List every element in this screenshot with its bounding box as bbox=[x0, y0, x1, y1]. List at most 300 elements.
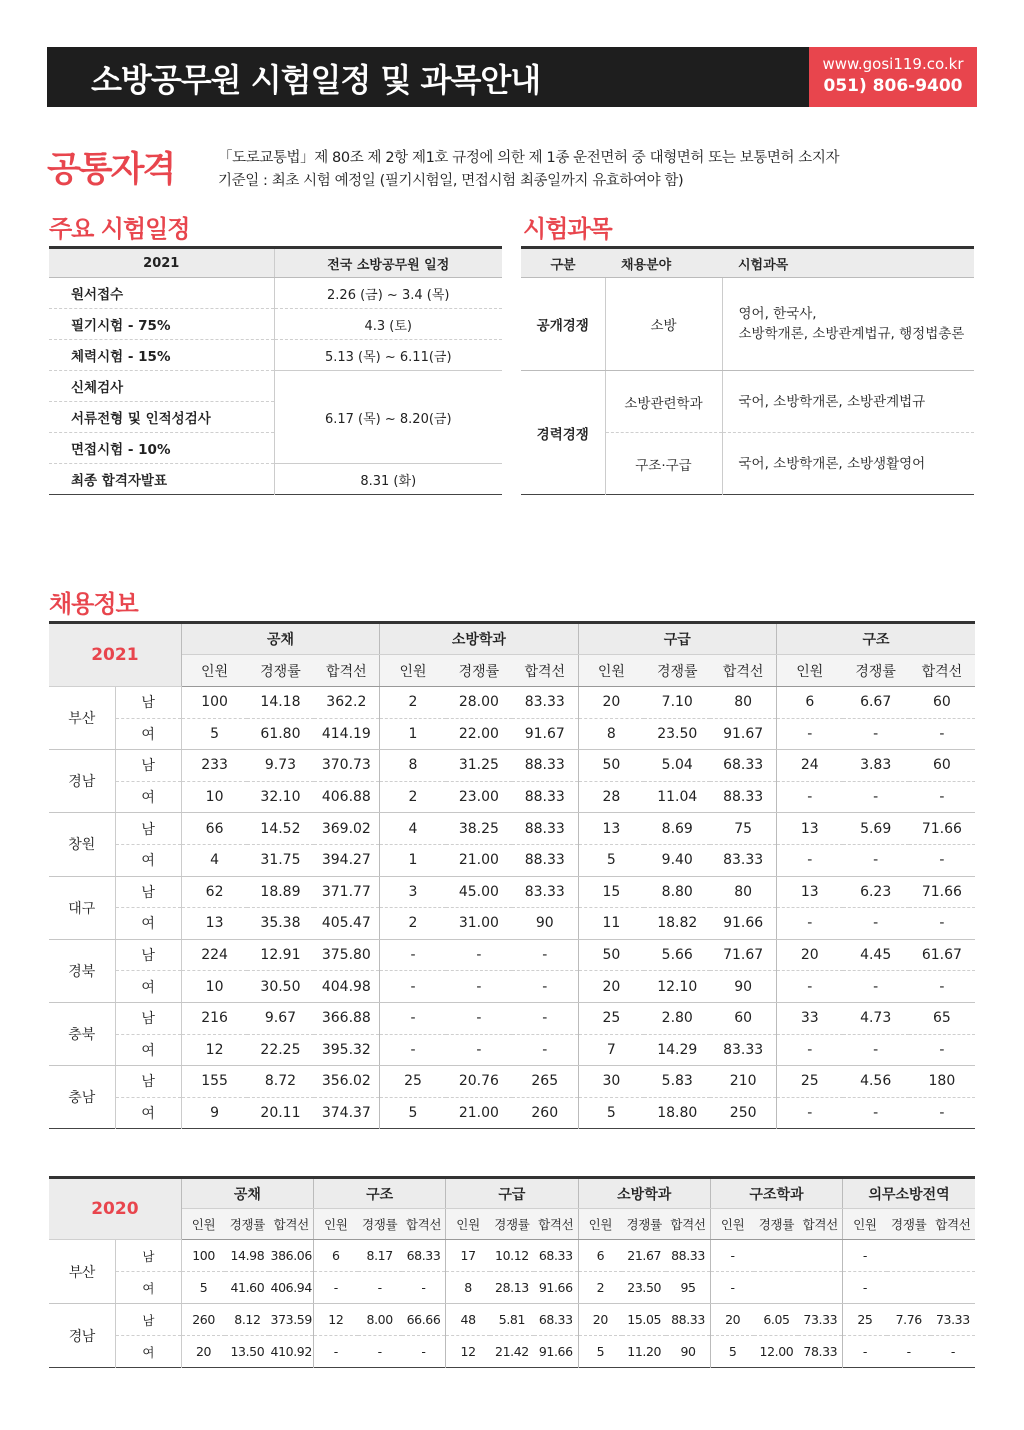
gender-cell: 남 bbox=[115, 876, 181, 908]
data-cell: 20 bbox=[776, 939, 842, 971]
data-cell: 5 bbox=[710, 1336, 754, 1368]
data-cell bbox=[754, 1240, 798, 1272]
data-cell: 406.88 bbox=[314, 781, 380, 813]
data-cell bbox=[931, 1240, 975, 1272]
data-cell: 25 bbox=[578, 1002, 644, 1034]
table-row bbox=[49, 718, 975, 750]
data-cell: 404.98 bbox=[314, 971, 380, 1003]
region-cell: 대구 bbox=[49, 876, 115, 939]
data-cell: - bbox=[776, 781, 842, 813]
recruit-sub-header: 경쟁률 bbox=[887, 1209, 931, 1240]
data-cell: 5 bbox=[578, 1097, 644, 1129]
recruit-year: 2020 bbox=[49, 1178, 181, 1240]
recruit-sub-header: 인원 bbox=[181, 1209, 225, 1240]
subjects-category: 경력경쟁 bbox=[521, 371, 605, 495]
data-cell: - bbox=[939, 1105, 945, 1122]
data-cell: 9.73 bbox=[247, 750, 313, 782]
data-cell bbox=[887, 1272, 931, 1304]
data-cell: - bbox=[710, 1240, 754, 1272]
subjects-list bbox=[722, 278, 974, 371]
schedule-table bbox=[49, 246, 502, 495]
data-cell: 15 bbox=[578, 876, 644, 908]
data-cell bbox=[887, 1240, 931, 1272]
data-cell: 2 bbox=[578, 1272, 622, 1304]
subjects-title: 시험과목 bbox=[523, 215, 612, 243]
data-cell: 414.19 bbox=[314, 718, 380, 750]
region-cell: 부산 bbox=[49, 687, 115, 750]
data-cell: 73.33 bbox=[931, 1304, 975, 1336]
data-cell: 71.67 bbox=[710, 939, 776, 971]
data-cell: 260 bbox=[531, 1105, 559, 1122]
recruit-sub-header: 인원 bbox=[380, 655, 446, 687]
data-cell: - bbox=[843, 781, 909, 813]
region-cell: 경북 bbox=[49, 939, 115, 1002]
data-cell: 8.00 bbox=[358, 1304, 402, 1336]
data-cell: 1 bbox=[380, 844, 446, 876]
subjects-list: 국어, 소방학개론, 소방관계법규 bbox=[722, 371, 974, 433]
data-cell: - bbox=[873, 1105, 879, 1122]
data-cell: 2 bbox=[380, 687, 446, 719]
data-cell: - bbox=[512, 1034, 578, 1066]
data-cell: 88.33 bbox=[710, 781, 776, 813]
data-cell: 233 bbox=[181, 750, 247, 782]
table-row bbox=[49, 1002, 975, 1034]
schedule-label: 원서접수 bbox=[49, 278, 274, 309]
gender-cell: 남 bbox=[115, 1002, 181, 1034]
data-cell: 11 bbox=[578, 908, 644, 940]
data-cell: 88.33 bbox=[512, 781, 578, 813]
data-cell: 6.67 bbox=[843, 687, 909, 719]
data-cell: 60 bbox=[909, 750, 975, 782]
data-cell: 265 bbox=[512, 1066, 578, 1098]
data-cell: 50 bbox=[578, 750, 644, 782]
data-cell: - bbox=[314, 1336, 358, 1368]
data-cell: 3 bbox=[380, 876, 446, 908]
data-cell: 91.66 bbox=[534, 1272, 578, 1304]
data-cell: 17 bbox=[446, 1240, 490, 1272]
subjects-line: 소방학개론, 소방관계법규, 행정법총론 bbox=[738, 326, 965, 342]
data-cell: 406.94 bbox=[269, 1272, 313, 1304]
data-cell: 71.66 bbox=[909, 876, 975, 908]
data-cell: 90 bbox=[680, 1344, 696, 1359]
data-cell: 95 bbox=[666, 1272, 710, 1304]
data-cell: 100 bbox=[181, 1240, 225, 1272]
data-cell: 83.33 bbox=[512, 687, 578, 719]
data-cell: 6 bbox=[314, 1240, 358, 1272]
data-cell: 20 bbox=[578, 971, 644, 1003]
data-cell: 9.40 bbox=[644, 844, 710, 876]
data-cell: - bbox=[776, 1034, 842, 1066]
data-cell bbox=[931, 1272, 975, 1304]
gender-cell: 여 bbox=[115, 1272, 181, 1304]
data-cell: - bbox=[377, 1344, 382, 1359]
data-cell: 88.33 bbox=[512, 844, 578, 876]
data-cell: - bbox=[402, 1272, 446, 1304]
data-cell: 8 bbox=[380, 750, 446, 782]
data-cell: - bbox=[950, 1344, 955, 1359]
data-cell: 210 bbox=[710, 1066, 776, 1098]
data-cell: 386.06 bbox=[269, 1240, 313, 1272]
recruit-sub-header: 경쟁률 bbox=[490, 1209, 534, 1240]
data-cell: 7 bbox=[578, 1034, 644, 1066]
data-cell: 395.32 bbox=[314, 1034, 380, 1066]
subjects-header-category: 구분 bbox=[521, 248, 605, 278]
data-cell: - bbox=[843, 908, 909, 940]
data-cell: 5 bbox=[181, 1272, 225, 1304]
data-cell: 25 bbox=[843, 1304, 887, 1336]
data-cell: 4 bbox=[380, 813, 446, 845]
data-cell: 4 bbox=[181, 844, 247, 876]
data-cell: 369.02 bbox=[314, 813, 380, 845]
data-cell: 260 bbox=[181, 1304, 225, 1336]
recruit-sub-header: 경쟁률 bbox=[225, 1209, 269, 1240]
data-cell: 88.33 bbox=[512, 813, 578, 845]
region-cell: 창원 bbox=[49, 813, 115, 876]
recruit-group-header: 구급 bbox=[446, 1178, 578, 1209]
region-cell: 경남 bbox=[49, 750, 115, 813]
gender-cell: 남 bbox=[115, 1240, 181, 1272]
data-cell: 88.33 bbox=[666, 1304, 710, 1336]
data-cell: 100 bbox=[181, 687, 247, 719]
data-cell: 5.04 bbox=[644, 750, 710, 782]
data-cell: 8.72 bbox=[247, 1066, 313, 1098]
recruit-sub-header: 경쟁률 bbox=[843, 655, 909, 687]
data-cell: - bbox=[512, 971, 578, 1003]
data-cell: 14.18 bbox=[247, 687, 313, 719]
data-cell: - bbox=[776, 1097, 842, 1129]
data-cell: - bbox=[710, 1272, 754, 1304]
table-row bbox=[49, 687, 975, 719]
data-cell: 7.76 bbox=[887, 1304, 931, 1336]
data-cell: - bbox=[776, 844, 842, 876]
recruit-group-header: 구급 bbox=[578, 623, 776, 655]
subjects-list: 국어, 소방학개론, 소방생활영어 bbox=[738, 455, 926, 472]
data-cell: 8 bbox=[446, 1272, 490, 1304]
data-cell: 83.33 bbox=[710, 1034, 776, 1066]
table-row bbox=[49, 1066, 975, 1098]
data-cell: 88.33 bbox=[666, 1240, 710, 1272]
data-cell: 11.20 bbox=[627, 1344, 662, 1359]
schedule-value: 8.31 (화) bbox=[274, 464, 502, 495]
data-cell: 22.00 bbox=[446, 718, 512, 750]
data-cell: 83.33 bbox=[710, 844, 776, 876]
recruit-table-2020 bbox=[49, 1176, 975, 1368]
schedule-header-year: 2021 bbox=[49, 248, 274, 278]
data-cell: - bbox=[446, 971, 512, 1003]
qualification-line-1: 「도로교통법」제 80조 제 2항 제1호 규정에 의한 제 1종 운전면허 중 대형면허 또는 보통면허 소지자 bbox=[218, 150, 840, 166]
recruit-group-header: 소방학과 bbox=[380, 623, 578, 655]
data-cell: 10 bbox=[181, 971, 247, 1003]
data-cell bbox=[798, 1240, 842, 1272]
data-cell: - bbox=[512, 939, 578, 971]
gender-cell: 여 bbox=[115, 718, 181, 750]
table-row bbox=[49, 844, 975, 876]
data-cell: 80 bbox=[710, 687, 776, 719]
schedule-label: 최종 합격자발표 bbox=[71, 473, 167, 489]
data-cell: 5 bbox=[578, 844, 644, 876]
data-cell: 12 bbox=[181, 1034, 247, 1066]
recruit-table-2021 bbox=[49, 621, 975, 1129]
data-cell: 6 bbox=[578, 1240, 622, 1272]
subjects-category: 공개경쟁 bbox=[521, 278, 605, 371]
data-cell: 20.11 bbox=[260, 1105, 301, 1122]
data-cell: 4.45 bbox=[843, 939, 909, 971]
subjects-header-subjects: 시험과목 bbox=[722, 248, 974, 278]
table-row bbox=[49, 1272, 975, 1304]
data-cell: 66.66 bbox=[402, 1304, 446, 1336]
data-cell: 8.12 bbox=[225, 1304, 269, 1336]
data-cell: 1 bbox=[380, 718, 446, 750]
data-cell: 14.29 bbox=[644, 1034, 710, 1066]
data-cell: 11.04 bbox=[644, 781, 710, 813]
recruit-sub-header: 경쟁률 bbox=[358, 1209, 402, 1240]
recruit-sub-header: 합격선 bbox=[314, 655, 380, 687]
schedule-header-nation: 전국 소방공무원 일정 bbox=[274, 248, 502, 278]
data-cell: 31.00 bbox=[446, 908, 512, 940]
table-row bbox=[49, 1304, 975, 1336]
gender-cell: 남 bbox=[115, 939, 181, 971]
recruit-sub-header: 인원 bbox=[843, 1209, 887, 1240]
gender-cell: 여 bbox=[115, 844, 181, 876]
data-cell: 78.33 bbox=[803, 1344, 838, 1359]
table-row bbox=[49, 750, 975, 782]
data-cell: 14.98 bbox=[225, 1240, 269, 1272]
data-cell: - bbox=[843, 844, 909, 876]
data-cell: 13.50 bbox=[230, 1344, 265, 1359]
data-cell: 90 bbox=[710, 971, 776, 1003]
data-cell: 375.80 bbox=[314, 939, 380, 971]
recruit-sub-header: 경쟁률 bbox=[446, 655, 512, 687]
gender-cell: 남 bbox=[115, 813, 181, 845]
data-cell: 75 bbox=[710, 813, 776, 845]
data-cell: - bbox=[843, 718, 909, 750]
gender-cell: 여 bbox=[115, 1336, 181, 1368]
schedule-value: 5.13 (목) ~ 6.11(금) bbox=[274, 340, 502, 371]
data-cell: - bbox=[380, 1002, 446, 1034]
data-cell: 5 bbox=[380, 1097, 446, 1129]
data-cell: - bbox=[776, 971, 842, 1003]
data-cell: 61.80 bbox=[247, 718, 313, 750]
data-cell: 28.00 bbox=[446, 687, 512, 719]
data-cell: 13 bbox=[578, 813, 644, 845]
schedule-label: 면접시험 - 10% bbox=[49, 433, 274, 464]
data-cell: 5.69 bbox=[843, 813, 909, 845]
data-cell: 20 bbox=[578, 1304, 622, 1336]
recruit-sub-header: 인원 bbox=[776, 655, 842, 687]
recruit-sub-header: 합격선 bbox=[666, 1209, 710, 1240]
gender-cell: 남 bbox=[115, 1066, 181, 1098]
data-cell: 405.47 bbox=[314, 908, 380, 940]
table-row bbox=[49, 813, 975, 845]
data-cell: 4.73 bbox=[843, 1002, 909, 1034]
recruit-group-header: 의무소방전역 bbox=[843, 1178, 975, 1209]
data-cell: 366.88 bbox=[314, 1002, 380, 1034]
data-cell: 410.92 bbox=[270, 1344, 312, 1359]
data-cell: 60 bbox=[909, 687, 975, 719]
data-cell: 371.77 bbox=[314, 876, 380, 908]
data-cell: 13 bbox=[181, 908, 247, 940]
table-row bbox=[49, 908, 975, 940]
data-cell: 8.80 bbox=[644, 876, 710, 908]
data-cell: 80 bbox=[710, 876, 776, 908]
page-title: 소방공무원 시험일정 및 과목안내 bbox=[91, 61, 541, 99]
data-cell: 18.82 bbox=[644, 908, 710, 940]
region-cell: 경남 bbox=[49, 1304, 115, 1368]
data-cell bbox=[798, 1272, 842, 1304]
data-cell: 8.69 bbox=[644, 813, 710, 845]
data-cell: 21.67 bbox=[622, 1240, 666, 1272]
data-cell: 10.12 bbox=[490, 1240, 534, 1272]
data-cell: 362.2 bbox=[314, 687, 380, 719]
gender-cell: 여 bbox=[115, 781, 181, 813]
gender-cell: 남 bbox=[115, 750, 181, 782]
subjects-field: 소방 bbox=[605, 278, 722, 371]
data-cell: 68.33 bbox=[534, 1240, 578, 1272]
data-cell: 25 bbox=[776, 1066, 842, 1098]
recruit-sub-header: 합격선 bbox=[798, 1209, 842, 1240]
data-cell: 2 bbox=[380, 781, 446, 813]
data-cell: - bbox=[909, 844, 975, 876]
subjects-table bbox=[521, 246, 974, 495]
data-cell: 5.81 bbox=[490, 1304, 534, 1336]
data-cell: 374.37 bbox=[321, 1105, 371, 1122]
data-cell: - bbox=[843, 1034, 909, 1066]
data-cell: 6 bbox=[776, 687, 842, 719]
data-cell: 12 bbox=[446, 1336, 490, 1368]
gender-cell: 여 bbox=[115, 1034, 181, 1066]
data-cell: 12.00 bbox=[759, 1344, 794, 1359]
header-bar bbox=[47, 47, 977, 107]
data-cell: 12.91 bbox=[247, 939, 313, 971]
data-cell: 50 bbox=[578, 939, 644, 971]
data-cell: 68.33 bbox=[710, 750, 776, 782]
data-cell: - bbox=[909, 971, 975, 1003]
subjects-field: 구조·구급 bbox=[605, 433, 722, 495]
recruit-group-header: 공채 bbox=[181, 1178, 313, 1209]
recruit-sub-header: 경쟁률 bbox=[644, 655, 710, 687]
data-cell: - bbox=[776, 908, 842, 940]
data-cell: 91.67 bbox=[512, 718, 578, 750]
data-cell: 91.66 bbox=[710, 908, 776, 940]
subjects-line: 영어, 한국사, bbox=[738, 306, 817, 322]
recruit-group-header: 공채 bbox=[181, 623, 379, 655]
data-cell: 3.83 bbox=[843, 750, 909, 782]
data-cell: 13 bbox=[776, 876, 842, 908]
table-row bbox=[49, 781, 975, 813]
recruit-sub-header: 합격선 bbox=[534, 1209, 578, 1240]
gender-cell: 남 bbox=[115, 1304, 181, 1336]
data-cell: 24 bbox=[776, 750, 842, 782]
table-row bbox=[49, 971, 975, 1003]
data-cell: 356.02 bbox=[314, 1066, 380, 1098]
data-cell: 20 bbox=[181, 1336, 225, 1368]
region-cell: 충북 bbox=[49, 1002, 115, 1065]
recruit-sub-header: 경쟁률 bbox=[247, 655, 313, 687]
data-cell: - bbox=[380, 971, 446, 1003]
data-cell: - bbox=[776, 718, 842, 750]
data-cell: 21.00 bbox=[446, 844, 512, 876]
gender-cell: 여 bbox=[115, 1097, 181, 1129]
recruit-sub-header: 인원 bbox=[578, 1209, 622, 1240]
data-cell: 41.60 bbox=[225, 1272, 269, 1304]
data-cell: 250 bbox=[729, 1105, 757, 1122]
data-cell: - bbox=[512, 1002, 578, 1034]
data-cell: 7.10 bbox=[644, 687, 710, 719]
table-row bbox=[49, 1336, 975, 1368]
recruit-sub-header: 합격선 bbox=[909, 655, 975, 687]
schedule-value: 6.17 (목) ~ 8.20(금) bbox=[274, 371, 502, 464]
data-cell: 5.83 bbox=[644, 1066, 710, 1098]
data-cell: 5.66 bbox=[644, 939, 710, 971]
data-cell: - bbox=[909, 908, 975, 940]
recruit-group-header: 구조 bbox=[776, 623, 975, 655]
recruit-year: 2021 bbox=[49, 623, 181, 687]
data-cell: 21.00 bbox=[458, 1105, 499, 1122]
data-cell: 18.80 bbox=[657, 1105, 698, 1122]
data-cell: - bbox=[446, 1034, 512, 1066]
data-cell: 23.50 bbox=[622, 1272, 666, 1304]
recruit-title: 채용정보 bbox=[49, 590, 138, 618]
recruit-sub-header: 합격선 bbox=[402, 1209, 446, 1240]
data-cell: 180 bbox=[909, 1066, 975, 1098]
data-cell: 394.27 bbox=[314, 844, 380, 876]
table-row bbox=[49, 876, 975, 908]
data-cell: 12.10 bbox=[644, 971, 710, 1003]
recruit-group-header: 소방학과 bbox=[578, 1178, 710, 1209]
data-cell: 33 bbox=[776, 1002, 842, 1034]
schedule-label: 서류전형 및 인적성검사 bbox=[49, 402, 274, 433]
gender-cell: 여 bbox=[115, 908, 181, 940]
website-link[interactable]: www.gosi119.co.kr bbox=[822, 55, 964, 73]
data-cell: 373.59 bbox=[269, 1304, 313, 1336]
data-cell: 8 bbox=[578, 718, 644, 750]
data-cell: 15.05 bbox=[622, 1304, 666, 1336]
data-cell: 91.66 bbox=[538, 1344, 573, 1359]
data-cell: 73.33 bbox=[798, 1304, 842, 1336]
data-cell: 65 bbox=[909, 1002, 975, 1034]
data-cell: 23.50 bbox=[644, 718, 710, 750]
region-cell: 충남 bbox=[49, 1066, 115, 1129]
data-cell: - bbox=[843, 1240, 887, 1272]
data-cell: - bbox=[909, 718, 975, 750]
recruit-sub-header: 경쟁률 bbox=[622, 1209, 666, 1240]
data-cell: 4.56 bbox=[843, 1066, 909, 1098]
data-cell: 88.33 bbox=[512, 750, 578, 782]
recruit-sub-header: 경쟁률 bbox=[754, 1209, 798, 1240]
data-cell: 6.05 bbox=[754, 1304, 798, 1336]
data-cell: 2.80 bbox=[644, 1002, 710, 1034]
schedule-value: 2.26 (금) ~ 3.4 (목) bbox=[274, 278, 502, 309]
gender-cell: 남 bbox=[115, 687, 181, 719]
data-cell: 25 bbox=[380, 1066, 446, 1098]
data-cell: 62 bbox=[181, 876, 247, 908]
gender-cell: 여 bbox=[115, 971, 181, 1003]
data-cell: 66 bbox=[181, 813, 247, 845]
data-cell: 31.25 bbox=[446, 750, 512, 782]
data-cell: - bbox=[909, 1034, 975, 1066]
data-cell: 20 bbox=[710, 1304, 754, 1336]
table-row bbox=[49, 1034, 975, 1066]
data-cell: 83.33 bbox=[512, 876, 578, 908]
data-cell: 22.25 bbox=[247, 1034, 313, 1066]
data-cell: - bbox=[446, 939, 512, 971]
data-cell: 224 bbox=[181, 939, 247, 971]
recruit-sub-header: 인원 bbox=[181, 655, 247, 687]
data-cell: 12 bbox=[314, 1304, 358, 1336]
data-cell: - bbox=[380, 939, 446, 971]
recruit-sub-header: 합격선 bbox=[710, 655, 776, 687]
data-cell: 48 bbox=[446, 1304, 490, 1336]
